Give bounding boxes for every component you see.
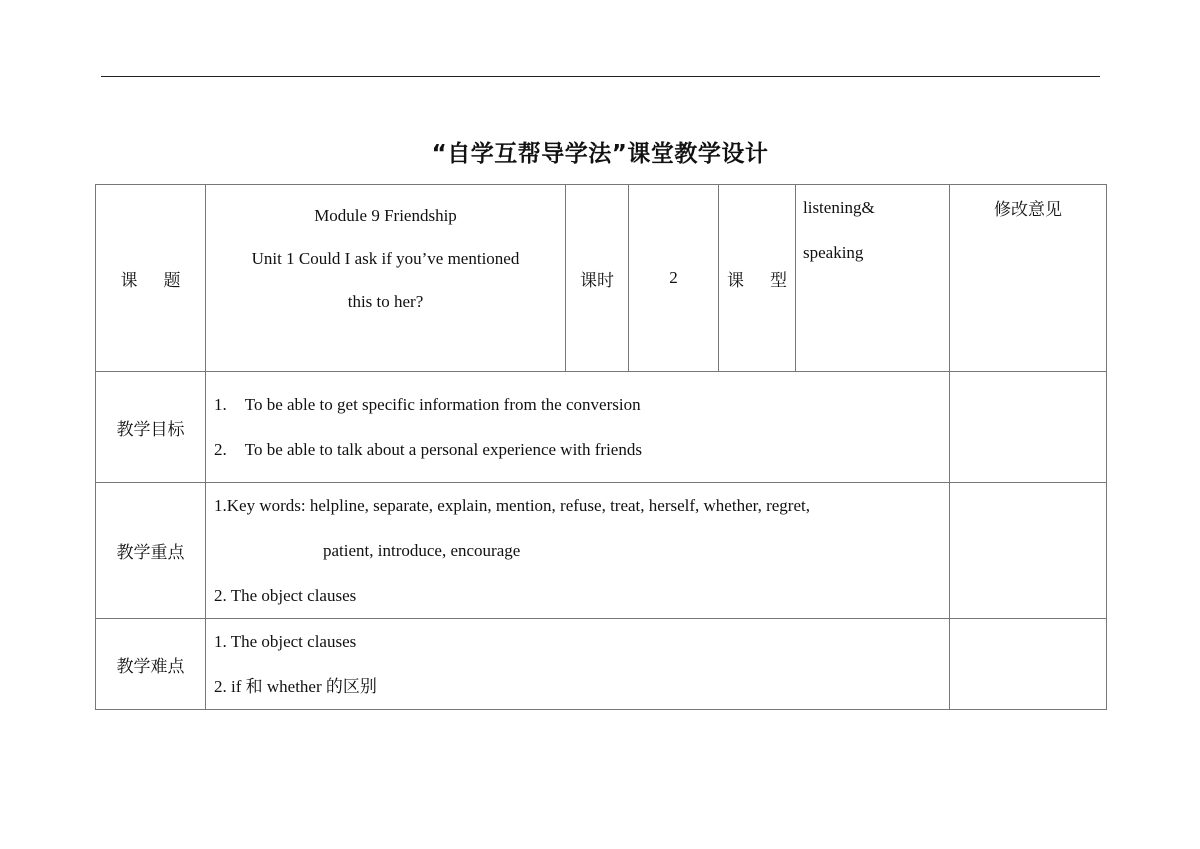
objective-item-2 bbox=[214, 427, 941, 472]
key-points-line-2: patient, introduce, encourage bbox=[323, 541, 521, 560]
objective-text-1: To be able to get specific information from the conversion bbox=[244, 395, 641, 414]
topic-line-3: this to her? bbox=[347, 292, 424, 311]
objective-text-2: To be able to talk about a personal experience with friends bbox=[244, 440, 642, 459]
period-label-cell bbox=[566, 185, 629, 372]
lesson-type-line-2: speaking bbox=[803, 243, 864, 262]
objective-item-1 bbox=[214, 382, 941, 427]
topic-label-cell bbox=[96, 185, 206, 372]
topic-value-cell bbox=[206, 185, 566, 372]
key-points-revision-cell bbox=[950, 483, 1107, 619]
difficulties-revision-cell bbox=[950, 619, 1107, 710]
lesson-plan-table bbox=[95, 184, 1107, 710]
lesson-type-label-char-2: 型 bbox=[770, 270, 787, 291]
table-row-difficulties bbox=[96, 619, 1107, 710]
key-points-label-cell bbox=[96, 483, 206, 619]
period-label: 课时 bbox=[580, 270, 614, 291]
topic-line-1: Module 9 Friendship bbox=[314, 206, 457, 225]
objective-num-1: 1. bbox=[214, 395, 227, 414]
lesson-type-label-cell bbox=[719, 185, 796, 372]
topic-label bbox=[121, 271, 181, 291]
difficulties-line-2: 2. if 和 whether 的区别 bbox=[214, 677, 377, 696]
lesson-type-line-1: listening& bbox=[803, 198, 875, 217]
page-title: “自学互帮导学法”课堂教学设计 bbox=[431, 141, 769, 167]
objectives-content-cell bbox=[206, 372, 950, 483]
key-points-content-cell bbox=[206, 483, 950, 619]
difficulties-label-cell bbox=[96, 619, 206, 710]
difficulties-line-1: 1. The object clauses bbox=[214, 632, 357, 651]
topic-line-2: Unit 1 Could I ask if you’ve mentioned bbox=[251, 249, 520, 268]
key-points-line-3: 2. The object clauses bbox=[214, 586, 357, 605]
objectives-label-cell bbox=[96, 372, 206, 483]
table-row-key-points bbox=[96, 483, 1107, 619]
lesson-type-label-char-1: 课 bbox=[727, 270, 744, 291]
period-value-cell bbox=[629, 185, 719, 372]
key-points-line-1: 1.Key words: helpline, separate, explain, mention, refuse, treat, herself, whether, regret, bbox=[214, 496, 810, 515]
objective-num-2: 2. bbox=[214, 440, 227, 459]
key-points-label: 教学重点 bbox=[116, 543, 185, 563]
header-rule bbox=[101, 76, 1100, 77]
lesson-type-label bbox=[727, 271, 787, 291]
objectives-revision-cell bbox=[950, 372, 1107, 483]
revision-header: 修改意见 bbox=[994, 200, 1062, 220]
topic-label-char-2: 题 bbox=[163, 270, 181, 291]
difficulties-label: 教学难点 bbox=[116, 656, 185, 677]
period-value: 2 bbox=[669, 268, 678, 287]
difficulties-content-cell bbox=[206, 619, 950, 710]
revision-header-cell bbox=[950, 185, 1107, 372]
table-row-topic bbox=[96, 185, 1107, 372]
topic-label-char-1: 课 bbox=[120, 270, 138, 291]
table-row-objectives bbox=[96, 372, 1107, 483]
lesson-type-value-cell bbox=[796, 185, 950, 372]
objectives-label: 教学目标 bbox=[116, 419, 185, 440]
